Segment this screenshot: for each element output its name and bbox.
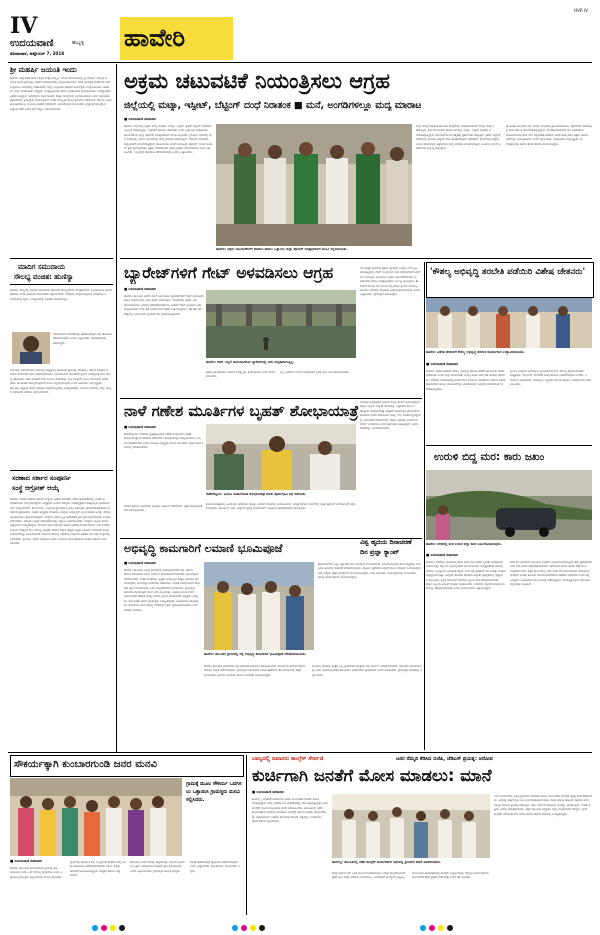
edition-suffix: ಹುಬ್ಬಳ್ಳಿ: [72, 40, 85, 46]
skill-body-col2: ಸ್ವಯಂ ಉದ್ಯೋಗ ಕೈಗೊಳ್ಳಲು ಬ್ಯಾಂಕುಗಳಿಂದ ಸಾಲ ಸೌಲಭ್ಯ ಕಲ್ಪಿಸಲಾಗುವುದು. ಕಂಪ್ಯೂಟರ್, ಟೈಲರಿಂಗ್ ಸೇರಿದಂತೆ ವಿವಿಧ ತರಬೇತಿ ನೀಡಲಾಗುವುದು ಎಂದರು. ಇಲಾಖೆಯ ಅಧಿಕಾರಿಗಳು, ಸಂಪನ್ಮೂಲ ವ್ಯಕ್ತಿಗಳು ಪಾಲ್ಗೊಂಡಿದ್ದರು. ಶಿಬಿರಾರ್ಥಿಗಳು ಭಾಗವಹಿಸಿದ್ದರು.: [510, 369, 591, 387]
tree-caption: ಹಾವೇರಿ: ನಗರದಲ್ಲಿ ಮರ ಉರುಳಿ ಬಿದ್ದು ಕಾರು ಜಖಂಗೊಂಡಿರುವುದು.: [426, 542, 502, 546]
bhoomi-headline: ಅಭಿವೃದ್ಧಿ ಕಾಮಗಾರಿಗೆ ಲಮಾಣಿ ಭೂಮಿಪೂಜೆ: [124, 542, 283, 555]
left-story1-title: ಶ್ರೀ ಮಹರ್ಷಿ ಜಯಂತಿ ಇಂದು: [10, 66, 77, 74]
lead-subhead: ಜಿಲ್ಲೆಯಲ್ಲಿ ಮಟ್ಕಾ, ಇಸ್ಪೀಟ್, ಬೆಟ್ಟಿಂಗ್ ದಂಧೆ ನಿರಾತಂಕ ■ ಮನೆ, ಅಂಗಡಿಗಳಲ್ಲೂ ಮದ್ಯ ಮಾರಾಟ: [124, 100, 422, 111]
skill-headline: 'ಕೌಶಲ್ಯ ಅಭಿವೃದ್ಧಿ ತರಬೇತಿ ಪಡೆಯಿರಿ ವಿಶೇಷ ಚೇತನರು': [430, 267, 586, 277]
sowkarya-body-col4: ಬೇಡಿಕೆ ಈಡೇರದಿದ್ದರೆ ಪ್ರತಿಭಟನೆ ನಡೆಸಲಾಗುವುದು ಎಂದು ಎಚ್ಚರಿಸಿದರು. ಮಹಿಳೆಯರು, ಮುಖಂಡರು ಇದ್ದರು.: [190, 860, 240, 873]
ganesha-body-col0: ನಗರದ ಪ್ರಮುಖ ಬೀದಿಗಳಲ್ಲಿ ಸಂಚರಿಸಿ ವಿಸರ್ಜನೆ ನಡೆಯಲಿದೆ. ಭಕ್ತರು ಶಾಂತಿಯುತವಾಗಿ ಪಾಲ್ಗೊಳ್ಳಬೇಕು.: [124, 504, 203, 513]
barrage-body-col2: ರೈತರ ಹಿತ ಕಾಪಾಡಲು ಸರ್ಕಾರ ಅಗತ್ಯ ಕ್ರಮ ಕೈಗೊಳ್ಳಬೇಕು ಎಂದು ಮನವಿ ಮಾಡಿದರು.: [206, 370, 276, 379]
tree-top-rule: [426, 445, 592, 446]
masthead-rule: [8, 62, 592, 63]
skill-byline: ■ ಉದಯವಾಣಿ ಸಮಾಚಾರ: [426, 362, 458, 366]
mid-right-separator: [424, 262, 425, 750]
debt-byline: ■ ಉದಯವಾಣಿ ಸಮಾಚಾರ: [252, 790, 284, 794]
lead-body-col4: ಈ ಕುರಿತು ಹಲವಾರು ಬಾರಿ ದೂರು ನೀಡಿದರೂ ಪ್ರಯೋಜನವಾಗಿಲ್ಲ. ಪೊಲೀಸರು ನೆಪಮಾತ್ರಕ್ಕೆ ದಾಳಿ ನಡೆಸಿ ಕೈ ತೊಳೆದುಕೊಳ್ಳುತ್ತಿದ್ದಾರೆ. ದಂಧೆಕೋರರೊಂದಿಗೆ ಕೆಲ ಅಧಿಕಾರಿಗಳು ಶಾಮೀಲಾಗಿರುವ ಶಂಕೆ ಇದೆ. ಜಿಲ್ಲಾಡಳಿತ ಕೂಡಲೇ ವಿಶೇಷ ತಂಡ ರಚಿಸಿ ಅಕ್ರಮ ಚಟುವಟಿಕೆಗಳನ್ನು ನಿಯಂತ್ರಿಸಬೇಕು ಎಂದು ಆಗ್ರಹಿಸಿದರು. ಸಂಘಟನೆಯ ಜಿಲ್ಲಾಧ್ಯಕ್ಷರು, ಪದಾಧಿಕಾರಿಗಳು ಹಾಗೂ ಕಾರ್ಯಕರ್ತರು ಪಾಲ್ಗೊಂಡಿದ್ದರು.: [506, 124, 592, 146]
tree-byline: ■ ಉದಯವಾಣಿ ಸಮಾಚಾರ: [426, 553, 458, 557]
portrait-photo: [12, 332, 50, 364]
left-story3-title-line2: ಸಂಸ್ಥೆ ಆಗ್ರೋತ್ ಆಯ್ಕೆ: [12, 484, 60, 492]
bhoomi-body-col4: ಮುಂದಿನ ದಿನಗಳಲ್ಲಿ ಕ್ಷೇತ್ರದ ಎಲ್ಲ ಗ್ರಾಮಗಳಿಗೆ ಕಾಂಕ್ರೀಟ್ ರಸ್ತೆ ನಿರ್ಮಾಣ ಮಾಡಲಾಗುವುದು. ಸರ್ಕಾರದ ಯೋಜನೆಗಳನ್ನು ಅರ್ಹ ಫಲಾನುಭವಿಗಳಿಗೆ ತಲುಪಿಸಲು ಅಧಿಕಾರಿಗಳು ಶ್ರಮಿಸಬೇಕು ಎಂದು ಸೂಚಿಸಿದರು. ಗ್ರಾಮಸ್ಥರು ಶಾಸಕರನ್ನು ಸನ್ಮಾನಿಸಿದರು.: [312, 664, 422, 677]
barrage-body-col1: ಹಾವೇರಿ: ತಾಲೂಕಿನ ವರದಾ ನದಿಗೆ ನಿರ್ಮಿಸಿರುವ ಬ್ಯಾರೇಜ್‌ಗಳಿಗೆ ಗೇಟ್ ಅಳವಡಿಸದ ಕಾರಣ ಮಳೆಗಾಲದಲ್ಲಿ ನೀರು ಹರಿದು ಹೋಗುತ್ತಿದೆ. ಬೇಸಿಗೆಯಲ್ಲಿ ರೈತರು, ಜನ ಜಾನುವಾರುಗಳು ನೀರಿಗಾಗಿ ಪರದಾಡುವಂತಾಗಿದೆ. ಕೂಡಲೇ ಗೇಟ್ ಅಳವಡಿಸಿ ನೀರು ಸಂಗ್ರಹಿಸಬೇಕು ಎಂದು ರೈತ ಸಂಘದ ಮುಖಂಡರು ಒತ್ತಾಯಿಸಿದ್ದಾರೆ. ಲಕ್ಷಾಂತರ ರೂ. ವೆಚ್ಚದಲ್ಲಿ ನಿರ್ಮಿಸಿರುವ ಬ್ಯಾರೇಜ್‌ಗಳು ನಿರುಪಯುಕ್ತವಾಗಿವೆ.: [124, 294, 204, 316]
paper-name: ಉದಯವಾಣಿ: [10, 38, 54, 49]
lead-headline: ಅಕ್ರಮ ಚಟುವಟಿಕೆ ನಿಯಂತ್ರಿಸಲು ಆಗ್ರಹ: [124, 69, 390, 93]
left-story2-title-line2: ಸೌಲಭ್ಯ ವಂಚಿತ: ಹುಣಿಸ್ಯಾ: [14, 273, 74, 281]
heart-headline-line1: ವಿಶ್ವ ಹೃದಯ ದಿನಾಚರಣೆ: [360, 538, 412, 546]
page-number: IV: [10, 13, 38, 39]
bhoomi-byline: ■ ಉದಯವಾಣಿ ಸಮಾಚಾರ: [124, 561, 156, 565]
left-story2-body-a: ಹಾವೇರಿ: ರಾಜ್ಯದಲ್ಲಿ ಮಾದಿಗ ಸಮುದಾಯ ಸರ್ಕಾರದ ಸೌಲಭ್ಯಗಳಿಂದ ವಂಚಿತವಾಗಿದೆ. ಒಳಮೀಸಲಾತಿ ಜಾರಿಗೆ ತರಬೇಕು ಎಂದು ಸಮಿತಿಯ ಮುಖಂಡರು ಒತ್ತಾಯಿಸಿದರು. ನಗರದಲ್ಲಿ ಸುದ್ದಿಗೋಷ್ಠಿಯಲ್ಲಿ ಮಾತನಾಡಿ ಸಮುದಾಯಕ್ಕೆ ಶಿಕ್ಷಣ, ಉದ್ಯೋಗದಲ್ಲಿ ಅವಕಾಶ ದೊರೆಯುತ್ತಿಲ್ಲ.: [10, 288, 112, 301]
tree-photo: [426, 470, 592, 540]
skill-photo: [426, 298, 592, 348]
tree-body-col2: ಕಳೆದ ಕೆಲ ದಿನಗಳಿಂದ ಜಿಲ್ಲೆಯಲ್ಲಿ ಗುಡುಗು ಸಹಿತ ಮಳೆಯಾಗುತ್ತಿದೆ. ತಗ್ಗು ಪ್ರದೇಶಗಳಿಗೆ ನೀರು ನುಗ್ಗಿ ಜನರು ಪರದಾಡುವಂತಾಗಿದೆ. ಚರಂಡಿಗಳು ತುಂಬಿ ಹರಿದು ರಸ್ತೆಗಳು ಜಲಾವೃತಗೊಂಡಿವೆ. ರೈತರ ಹೊಲಗಳಲ್ಲಿ ನೀರು ನಿಂತು ಬೆಳೆ ಹಾನಿಯಾಗಿದೆ. ಮಳೆಯಿಂದ ಮನೆಗಳು ಭಾಗಶಃ ಕುಸಿದಿವೆ. ಹಾನಿಗೊಳಗಾದವರಿಗೆ ಪರಿಹಾರ ನೀಡಬೇಕು ಎಂದು ಆಗ್ರಹಿಸಿದ್ದಾರೆ. ಅಧಿಕಾರಿಗಳು ಹಾನಿ ಸಮೀಕ್ಷೆ ನಡೆಸುತ್ತಿದ್ದಾರೆ. ಮುನ್ನೆಚ್ಚರಿಕೆ ಕ್ರಮ ಕೈಗೊಳ್ಳಲು ಜಿಲ್ಲಾಡಳಿತ ಸೂಚಿಸಿದೆ.: [510, 560, 592, 587]
bhoomi-body-col3: ಹಾವೇರಿ ತಾಲೂಕಿನ ಗ್ರಾಮಗಳಲ್ಲಿ ರಸ್ತೆ ಸುಧಾರಣೆ ಕಾಮಗಾರಿ ಆರಂಭಿಸಲಾಗಿದೆ. ಮಳೆಯಿಂದ ಹಾಳಾದ ರಸ್ತೆಗಳ ದುರಸ್ತಿಗೆ ಆದ್ಯತೆ ನೀಡಲಾಗುವುದು. ಗ್ರಾಮಸ್ಥರ ಬಹುದಿನಗಳ ಬೇಡಿಕೆ ಈಡೇರಿದೆ. ಈ ಸಂದರ್ಭದಲ್ಲಿ ಪಕ್ಷದ ಮುಖಂಡರು, ಗ್ರಾಮದ ಹಿರಿಯರು ಹಾಗೂ ಯುವಕರು ಭಾಗವಹಿಸಿದ್ದರು.: [204, 664, 306, 677]
debt-body-col4: ಇದೇ ಸಂದರ್ಭದಲ್ಲಿ ವಿವಿಧ ಗ್ರಾಮಗಳ ಯುವಕರು ಹಾಗೂ ಮುಖಂಡರು ಕಾಂಗ್ರೆಸ್ ಪಕ್ಷಕ್ಕೆ ಸೇರ್ಪಡೆಗೊಂಡರು. ಅವರನ್ನು ಪಕ್ಷದ ಧ್ವಜ ನೀಡಿ ಬರಮಾಡಿಕೊಳ್ಳಲಾಯಿತು. ಬಿಜೆಪಿ ಹಾಗೂ ಜೆಡಿಎಸ್ ಪಕ್ಷಗಳು ಜನರ ನೆಮ್ಮದಿ ಕೆಡಿಸುವ ಪ್ರಯತ್ನ ನಡೆಸುತ್ತಿವೆ. ಜಾತಿ, ಧರ್ಮದ ಹೆಸರಿನಲ್ಲಿ ಜನರನ್ನು ವಿಭಜಿಸುತ್ತಿವೆ. ಇಂತಹ ಶಕ್ತಿಗಳ ವಿರುದ್ಧ ಜಾಗೃತರಾಗಬೇಕು. ಪಕ್ಷದ ತಾಲೂಕು ಅಧ್ಯಕ್ಷರು, ಜಿಲ್ಲಾ ಪಂಚಾಯತ್ ಸದಸ್ಯರು, ಬ್ಲಾಕ್ ಕಾಂಗ್ರೆಸ್ ಪದಾಧಿಕಾರಿಗಳು ಹಾಗೂ ಕಾರ್ಯಕರ್ತರು ಸಭೆಯಲ್ಲಿ ಉಪಸ್ಥಿತರಿದ್ದರು.: [494, 794, 592, 816]
left-story1-body: ಹಾವೇರಿ: ಜಿಲ್ಲಾಡಳಿತ ಹಾಗೂ ಕನ್ನಡ ಮತ್ತು ಸಂಸ್ಕೃತಿ ಇಲಾಖೆ ಸಹಯೋಗದಲ್ಲಿ ಶ್ರೀ ಮಹರ್ಷಿ ವಾಲ್ಮೀಕಿ ಜಯಂತಿ ಕಾರ್ಯಕ್ರಮವನ್ನು ನಗರದ ಗುರುಭವನದಲ್ಲಿ ಆಯೋಜಿಸಲಾಗಿದೆ. ಬೆಳಗ್ಗೆ ಭಾವಚಿತ್ರ ಮೆರವಣಿಗೆ ನಗರದ ಪ್ರಮುಖ ಬೀದಿಗಳಲ್ಲಿ ಸಂಚರಿಸಲಿದೆ. ಜಿಲ್ಲಾ ಉಸ್ತುವಾರಿ ಸಚಿವರು ಕಾರ್ಯಕ್ರಮ ಉದ್ಘಾಟಿಸುವರು. ಶಾಸಕರು, ಜಿಲ್ಲಾ ಪಂಚಾಯತ್ ಅಧ್ಯಕ್ಷರು, ಜನಪ್ರತಿನಿಧಿಗಳು ಹಾಗೂ ಅಧಿಕಾರಿಗಳು ಪಾಲ್ಗೊಳ್ಳುವರು. ಉಪನ್ಯಾಸಕರು ವಿಶೇಷ ಉಪನ್ಯಾಸ ನೀಡಲಿದ್ದಾರೆ. ಸಾರ್ವಜನಿಕರು ಹೆಚ್ಚಿನ ಸಂಖ್ಯೆಯಲ್ಲಿ ಭಾಗವಹಿಸಬೇಕು ಎಂದು ಜಿಲ್ಲಾಧಿಕಾರಿ ಪ್ರಕಟಣೆಯಲ್ಲಿ ತಿಳಿಸಿದ್ದಾರೆ. ಕಾರ್ಯಕ್ರಮದ ನಂತರ ಸಾಂಸ್ಕೃತಿಕ ಕಾರ್ಯಕ್ರಮಗಳು ನಡೆಯಲಿವೆ. ಜಿಲ್ಲೆಯ ವಿವಿಧ ತಾಲೂಕುಗಳಲ್ಲೂ ಜಯಂತಿ ಆಚರಣೆ ನಡೆಯಲಿದೆ. ಸಮುದಾಯದ ಮುಖಂಡರು ಸಿದ್ಧತೆ ಕೈಗೊಂಡಿದ್ದಾರೆ. ವಿದ್ಯಾರ್ಥಿಗಳಿಗೆ ವಿವಿಧ ಸ್ಪರ್ಧೆಗಳನ್ನು ಏರ್ಪಡಿಸಲಾಗಿದೆ.: [10, 76, 112, 111]
left-story3-title-line1: ಸರಣಾದ ಸರ್ಕಾರ ಸಂಪೂರ್ಣ: [12, 474, 72, 482]
lead-photo: [216, 124, 412, 246]
bottom-section-rule: [8, 752, 592, 753]
debt-body-col1: ಹಾನಗಲ್ಲ: ಅಧಿಕಾರದ ಕುರ್ಚಿಗಾಗಿ ಬಿಜೆಪಿ ಮುಖಂಡರು ಜನತೆಗೆ ಮೋಸ ಮಾಡುತ್ತಿದ್ದಾರೆ. ಸುಳ್ಳು ಭರವಸೆ ನೀಡಿ ಮತದಾರರನ್ನು ದಾರಿ ತಪ್ಪಿಸುತ್ತಿದ್ದಾರೆ ಎಂದು ಕಾಂಗ್ರೆಸ್ ಮುಖಂಡ ಶ್ರೀನಿವಾಸ ಮಾನೆ ಆರೋಪಿಸಿದರು. ತಾಲೂಕಿನಲ್ಲಿ ನಡೆದ ಕಾರ್ಯಕರ್ತರ ಸಭೆಯಲ್ಲಿ ಮಾತನಾಡಿ, ಕಾಂಗ್ರೆಸ್ ಸರ್ಕಾರ ಜನಪರ ಯೋಜನೆಗಳನ್ನು ಜಾರಿಗೊಳಿಸಿದೆ. ಬಡವರ ಪರ ಕೆಲಸ ಮಾಡಿದೆ. ಪಕ್ಷವನ್ನು ಬಲಪಡಿಸಲು ಕಾರ್ಯಕರ್ತರು ಶ್ರಮಿಸಬೇಕು.: [252, 797, 328, 824]
bhoomi-caption: ಹಾವೇರಿ: ತಾಲೂಕಿನ ಗ್ರಾಮದಲ್ಲಿ ರಸ್ತೆ ಅಭಿವೃದ್ಧಿ ಕಾಮಗಾರಿಗೆ ಭೂಮಿಪೂಜೆ ನೆರವೇರಿಸಲಾಯಿತು.: [204, 652, 307, 656]
barrage-body-col4: ನದಿ ಪಾತ್ರದ ಗ್ರಾಮಗಳ ರೈತರು ಬ್ಯಾರೇಜ್ ನೀರನ್ನೇ ನಂಬಿ ಕೃಷಿ ಮಾಡುತ್ತಿದ್ದಾರೆ. ಗೇಟ್ ಇಲ್ಲದ್ದರಿಂದ ನೀರು ಸಂಗ್ರಹವಾಗದೆ ಬೆಳೆಗಳು ಒಣಗುತ್ತಿವೆ. ಕುಡಿಯುವ ನೀರಿಗೂ ತೊಂದರೆಯಾಗಿದೆ. ಅಧಿಕಾರಿಗಳು ಹಾಗೂ ಜನಪ್ರತಿನಿಧಿಗಳು ನಿರ್ಲಕ್ಷ್ಯ ವಹಿಸಿದ್ದಾರೆ. ಈಗಾಗಲೇ ಹಲವು ಬಾರಿ ಮನವಿ ಸಲ್ಲಿಸಿದರೂ ಸ್ಪಂದನೆ ದೊರೆತಿಲ್ಲ. ಮುಂದಿನ ದಿನಗಳಲ್ಲಿ ಹೋರಾಟ ತೀವ್ರಗೊಳಿಸಲಾಗುವುದು ಎಂದು ಎಚ್ಚರಿಸಿದರು. ಗ್ರಾಮಸ್ಥರು ಹಾಜರಿದ್ದರು.: [360, 266, 421, 297]
ganesha-photo: [206, 424, 356, 490]
registration-marks-right: [420, 916, 456, 935]
date-line: ಸೋಮವಾರ, ಅಕ್ಟೋಬರ್ 7, 2018: [10, 51, 65, 56]
tree-body-col1: ಹಾವೇರಿ: ನಗರದಲ್ಲಿ ಭಾನುವಾರ ಸುರಿದ ಭಾರೀ ಗಾಳಿ ಮಳೆಗೆ ಬೃಹತ್ ಮರವೊಂದು ಉರುಳಿ ಬಿದ್ದು ರಸ್ತೆ ಬದಿ ನಿಲ್ಲಿಸಿದ್ದ ಕಾರು ಜಖಂಗೊಂಡಿದೆ. ಅದೃಷ್ಟವಶಾತ್ ಕಾರಿನಲ್ಲಿ ಯಾರೂ ಇಲ್ಲದ್ದರಿಂದ ಅನಾಹುತ ತಪ್ಪಿದೆ. ಮರ ಬಿದ್ದ ಪರಿಣಾಮ ಕೆಲ ಹೊತ್ತು ಸಂಚಾರ ಅಸ್ತವ್ಯಸ್ತಗೊಂಡಿತ್ತು. ವಿದ್ಯುತ್ ತಂತಿಗಳು ತುಂಡಾಗಿ ವಿದ್ಯುತ್ ಪೂರೈಕೆಯಲ್ಲಿ ವ್ಯತ್ಯಯ ಉಂಟಾಯಿತು. ಸ್ಥಳಕ್ಕೆ ಆಗಮಿಸಿದ ನಗರಸಭೆ ಸಿಬ್ಬಂದಿ ಮರ ತೆರವುಗೊಳಿಸಿದರು. ಹೆಸ್ಕಾಂ ಸಿಬ್ಬಂದಿ ವಿದ್ಯುತ್ ಸಂಪರ್ಕ ಸರಿಪಡಿಸಿದರು. ನಗರದಲ್ಲಿ ಶಿಥಿಲಗೊಂಡಿರುವ ಮರಗಳನ್ನು ತೆರವುಗೊಳಿಸಬೇಕು ಎಂದು ಸಾರ್ವಜನಿಕರು ಒತ್ತಾಯಿಸಿದ್ದಾರೆ.: [426, 560, 506, 591]
sowkarya-body-col1: ಹಾವೇರಿ: ತಾಲೂಕಿನ ಕುಂಬಾರಗುಂಡಿ ಗ್ರಾಮಕ್ಕೆ ರಸ್ತೆ, ಕುಡಿಯುವ ನೀರು, ಬಸ್ ಸೌಲಭ್ಯ ಕಲ್ಪಿಸಬೇಕು ಎಂದು ಒತ್ತಾಯಿಸಿ ಗ್ರಾಮಸ್ಥರು ಜಿಲ್ಲಾಧಿಕಾರಿಗೆ ಮನವಿ ಸಲ್ಲಿಸಿದರು.: [10, 866, 63, 879]
barrage-body-col3: ಸಣ್ಣ ನೀರಾವರಿ ಇಲಾಖೆ ಅಧಿಕಾರಿಗಳು ಸ್ಥಳಕ್ಕೆ ಭೇಟಿ ನೀಡಿ ಪರಿಶೀಲಿಸಬೇಕು.: [280, 370, 350, 374]
left-story3-body: ಹಾವೇರಿ: ನಗರದ ಸರಣಾದ ಸರ್ಕಾರ ಸಂಸ್ಥೆಯ ಆಡಳಿತ ಮಂಡಳಿಗೆ ನಡೆದ ಚುನಾವಣೆಯಲ್ಲಿ ನೂತನ ಪದಾಧಿಕಾರಿಗಳು ಆಯ್ಕೆಯಾಗಿದ್ದಾರೆ. ಅಧ್ಯಕ್ಷರಾಗಿ ಹಿರಿಯ ಸದಸ್ಯರು, ಉಪಾಧ್ಯಕ್ಷರಾಗಿ ಮತ್ತೊಬ್ಬರು ಅವಿರೋಧವಾಗಿ ಆಯ್ಕೆಯಾದರು. ಕಾರ್ಯದರ್ಶಿ, ಖಜಾಂಚಿ ಸ್ಥಾನಗಳಿಗೂ ಆಯ್ಕೆ ನಡೆಯಿತು. ಚುನಾವಣಾಧಿಕಾರಿಗಳು ಫಲಿತಾಂಶ ಪ್ರಕಟಿಸಿದರು. ನೂತನ ಅಧ್ಯಕ್ಷರು ಮಾತನಾಡಿ ಸಂಸ್ಥೆಯ ಅಭಿವೃದ್ಧಿಗೆ ಎಲ್ಲರ ಸಹಕಾರ ಅಗತ್ಯ. ಸದಸ್ಯರ ಹಿತ ಕಾಪಾಡಲು ಶ್ರಮಿಸಲಾಗುವುದು. ಸಂಸ್ಥೆಯ ಆರ್ಥಿಕ ಸ್ಥಿತಿ ಸುಧಾರಣೆಗೆ ಕ್ರಮ ಕೈಗೊಳ್ಳಲಾಗುವುದು ಎಂದರು. ನಿರ್ದೇಶಕರು, ಸದಸ್ಯರು ನೂತನ ಪದಾಧಿಕಾರಿಗಳನ್ನು ಸನ್ಮಾನಿಸಿ ಅಭಿನಂದಿಸಿದರು. ಸಂಸ್ಥೆಯ ಸಿಬ್ಬಂದಿ ಹಾಗೂ ಹಿತೈಷಿಗಳು ಉಪಸ್ಥಿತರಿದ್ದರು. ಮುಂದಿನ ಐದು ವರ್ಷಗಳ ಅವಧಿಗೆ ಆಡಳಿತ ಮಂಡಳಿ ಕಾರ್ಯ ನಿರ್ವಹಿಸಲಿದೆ. ಸಂಸ್ಥೆಯ ಸದಸ್ಯರಿಗೆ ಸಾಲ ಸೌಲಭ್ಯ ವಿಸ್ತರಣೆ, ಠೇವಣಿ ಸಂಗ್ರಹ ಹೆಚ್ಚಳ, ಕಟ್ಟಡ ನವೀಕರಣ ಸೇರಿದಂತೆ ಹಲವು ಯೋಜನೆಗಳನ್ನು ರೂಪಿಸಲಾಗಿದೆ. ವಾರ್ಷಿಕ ಸಾಮಾನ್ಯ ಸಭೆಯಲ್ಲಿ ಲಾಭಾಂಶ ವಿತರಣೆ ಬಗ್ಗೆ ನಿರ್ಧಾರ ಕೈಗೊಳ್ಳಲಾಗುವುದು. ಗ್ರಾಮೀಣ ಭಾಗದ ಸದಸ್ಯರಿಗೂ ಸೇವೆ ಒದಗಿಸಲು ಶಾಖೆ ತೆರೆಯುವ ಚಿಂತನೆ ನಡೆದಿದೆ ಎಂದು ತಿಳಿಸಿದರು.: [10, 497, 112, 546]
sowkarya-body-col2: ಗ್ರಾಮದಲ್ಲಿ ಸಮರ್ಪಕ ರಸ್ತೆ ಇಲ್ಲದ್ದರಿಂದ ಮಳೆಗಾಲದಲ್ಲಿ ಜನರು ಸಂಚರಿಸಲು ಪರದಾಡುವಂತಾಗಿದೆ. ಶಾಲಾ ಮಕ್ಕಳು ತೊಂದರೆ ಅನುಭವಿಸುತ್ತಿದ್ದಾರೆ. ಆಸ್ಪತ್ರೆಗೆ ತೆರಳಲು ಕಷ್ಟವಾಗಿದೆ.: [70, 860, 126, 878]
barrage-headline: ಬ್ಯಾರೇಜ್‌ಗಳಿಗೆ ಗೇಟ್ ಅಳವಡಿಸಲು ಆಗ್ರಹ: [124, 264, 334, 282]
registration-marks-center: [232, 916, 268, 935]
lead-byline: ■ ಉದಯವಾಣಿ ಸಮಾಚಾರ: [124, 117, 156, 121]
district-name: ಹಾವೇರಿ: [124, 24, 186, 52]
left-story2-body-c: ಜಿಲ್ಲೆಯಲ್ಲಿ ಸಮುದಾಯದ ಜನಸಂಖ್ಯೆ ಹೆಚ್ಚಿದ್ದರೂ ರಾಜಕೀಯ ಪ್ರಾತಿನಿಧ್ಯ ದೊರೆತಿಲ್ಲ. ಸರ್ಕಾರ ಕೂಡಲೇ ಸದಾಶಿವ ಆಯೋಗದ ವರದಿ ಜಾರಿಗೊಳಿಸಬೇಕು. ಸಮುದಾಯದ ಯುವಕರಿಗೆ ಸ್ವಯಂ ಉದ್ಯೋಗಕ್ಕೆ ಸಾಲ ಸೌಲಭ್ಯ ಕಲ್ಪಿಸಬೇಕು. ವಸತಿ ರಹಿತರಿಗೆ ಮನೆ ನಿರ್ಮಿಸಿ ಕೊಡಬೇಕು. ಭೂ ರಹಿತರಿಗೆ ಭೂಮಿ ಮಂಜೂರು ಮಾಡಬೇಕು. ಈ ಕುರಿತು ಮುಖ್ಯಮಂತ್ರಿಗಳಿಗೆ ಮನವಿ ಸಲ್ಲಿಸಲಾಗುವುದು ಎಂದು ತಿಳಿಸಿದರು. ಜಿಲ್ಲಾಧ್ಯಕ್ಷರು, ತಾಲೂಕು ಅಧ್ಯಕ್ಷರು ಹಾಗೂ ಸದಸ್ಯರು ಸುದ್ದಿಗೋಷ್ಠಿಯಲ್ಲಿ ಉಪಸ್ಥಿತರಿದ್ದರು. ಮುಂದಿನ ದಿನಗಳಲ್ಲಿ ಜಿಲ್ಲಾ ಮಟ್ಟದ ಸಮಾವೇಶ ನಡೆಸಲು ನಿರ್ಧರಿಸಲಾಗಿದೆ.: [10, 368, 112, 395]
bottom-column-separator: [246, 755, 247, 915]
lead-caption: ಹಾವೇರಿ: ಅಕ್ರಮ ಚಟುವಟಿಕೆಗಳಿಗೆ ಕಡಿವಾಣ ಹಾಕಲು ಒತ್ತಾಯಿಸಿ ಜಿಲ್ಲಾ ಪೊಲೀಸ್ ವರಿಷ್ಠಾಧಿಕಾರಿಗೆ ಮನವಿ ಸಲ್ಲಿಸಲಾಯಿತು.: [216, 247, 348, 251]
bhoomi-body-col1: ಹಾವೇರಿ: ತಾಲೂಕಿನ ವಿವಿಧ ಗ್ರಾಮಗಳಲ್ಲಿ ಕೈಗೊಳ್ಳಲಾಗಿರುವ ರಸ್ತೆ, ಚರಂಡಿ ಹಾಗೂ ಸಮುದಾಯ ಭವನ ನಿರ್ಮಾಣ ಕಾಮಗಾರಿಗಳಿಗೆ ಶಾಸಕರು ಭೂಮಿಪೂಜೆ ನೆರವೇರಿಸಿದರು. ನಂತರ ಮಾತನಾಡಿ, ಕ್ಷೇತ್ರದ ಅಭಿವೃದ್ಧಿಗೆ ಹೆಚ್ಚಿನ ಅನುದಾನ ತರಲಾಗುವುದು. ಗುಣಮಟ್ಟದ ಕಾಮಗಾರಿ ನಡೆಸಬೇಕು. ನಿಗದಿತ ಅವಧಿಯೊಳಗೆ ಕಾಮಗಾರಿ ಪೂರ್ಣಗೊಳಿಸಬೇಕು ಎಂದು ಗುತ್ತಿಗೆದಾರರಿಗೆ ಸೂಚಿಸಿದರು. ಗ್ರಾಮಸ್ಥರು ಕಾಮಗಾರಿ ಗುಣಮಟ್ಟದ ಮೇಲೆ ನಿಗಾ ವಹಿಸಬೇಕು. ಅಭಿವೃದ್ಧಿ ಕಾರ್ಯಗಳಿಗೆ ಸಾರ್ವಜನಿಕರ ಸಹಕಾರ ಅಗತ್ಯ ಎಂದರು. ಗ್ರಾಮ ಪಂಚಾಯತ್ ಅಧ್ಯಕ್ಷರು, ಸದಸ್ಯರು, ಮುಖಂಡರು ಹಾಗೂ ಗ್ರಾಮಸ್ಥರು ಉಪಸ್ಥಿತರಿದ್ದರು. ಅಧಿಕಾರಿಗಳು ಹಾಜರಿದ್ದರು. ಕುಡಿಯುವ ನೀರಿನ ಸಮಸ್ಯೆ ಬಗೆಹರಿಸಲು ಕ್ರಮ ಕೈಗೊಳ್ಳಲಾಗುವುದು ಎಂದು ಭರವಸೆ ನೀಡಿದರು.: [124, 568, 200, 612]
left-column-separator: [116, 64, 117, 752]
ganesha-caption: ರಾಣೆಬೆನ್ನೂರು: ಹಿಂದೂ ಮಹಾಗಣಪತಿ ಶೋಭಾಯಾತ್ರೆ ಕುರಿತು ಪೂರ್ವಭಾವಿ ಸಭೆ ನಡೆಯಿತು.: [206, 492, 307, 496]
skill-caption: ಹಾವೇರಿ: ವಿಶೇಷ ಚೇತನರಿಗೆ ಕೌಶಲ್ಯ ಅಭಿವೃದ್ಧಿ ತರಬೇತಿ ಕಾರ್ಯಾಗಾರ ಉದ್ಘಾಟಿಸಲಾಯಿತು.: [426, 350, 525, 354]
lead-bottom-rule: [120, 258, 592, 259]
ganesha-body-col1: ರಾಣೆಬೆನ್ನೂರು: ನಗರದಲ್ಲಿ ಪ್ರತಿಷ್ಠಾಪಿಸಿರುವ ಗಣೇಶ ಮೂರ್ತಿಗಳ ಬೃಹತ್ ಶೋಭಾಯಾತ್ರೆ ಮಂಗಳವಾರ ನಡೆಯಲಿದೆ. ಶೋಭಾಯಾತ್ರೆ ಯಶಸ್ವಿಗೊಳಿಸಲು ಎಲ್ಲರೂ ಸಹಕರಿಸಬೇಕು ಎಂದು ಸಮಿತಿಯ ಅಧ್ಯಕ್ಷರು ಮನವಿ ಮಾಡಿದರು. ಪೂರ್ವಭಾವಿ ಸಭೆಯಲ್ಲಿ ಮಾತನಾಡಿದರು.: [124, 432, 204, 450]
debt-photo: [332, 794, 490, 858]
ganesha-byline: ■ ಉದಯವಾಣಿ ಸಮಾಚಾರ: [124, 425, 156, 429]
registration-marks-left: [92, 916, 128, 935]
debt-kicker-left: ಬಾಲ್ಯದಲ್ಲಿ ಜವಾನರು ಕಾಂಗ್ರೆಸ್ ಸೇರ್ಪಡೆ: [252, 756, 324, 762]
tree-headline: ಉರುಳಿ ಬಿದ್ದ ಮರ: ಕಾರು ಜಖಂ: [434, 451, 545, 463]
corner-code: HVR IV: [574, 8, 588, 13]
ganesha-headline: ನಾಳೆ ಗಣೇಶ ಮೂರ್ತಿಗಳ ಬೃಹತ್ ಶೋಭಾಯಾತ್ರೆ: [124, 402, 359, 420]
sowkarya-pullquote: ಗ್ರಾಮಕ್ಕೆ ಮೂಲ ಸೌಕರ್ಯ ಒದಗಿಸಲು ಒತ್ತಾಯಿಸಿ ಗ್ರಾಮಸ್ಥರು ಮನವಿ ಸಲ್ಲಿಸಿದರು.: [186, 781, 242, 803]
ganesha-body-col3: ನಗರಸಭೆ ಅಧಿಕಾರಿಗಳು ರಸ್ತೆಗಳ ದುರಸ್ತಿ ಕಾರ್ಯ ಕೈಗೊಂಡಿದ್ದಾರೆ. ಹೆಸ್ಕಾಂ ಸಿಬ್ಬಂದಿ ವಿದ್ಯುತ್ ತಂತಿಗಳನ್ನು ಎತ್ತರಿಸುವ ಕೆಲಸ ನಡೆಸಿದ್ದಾರೆ. ಶೋಭಾಯಾತ್ರೆ ವೀಕ್ಷಣೆಗೆ ಸುತ್ತಮುತ್ತಲ ಗ್ರಾಮಗಳಿಂದ ಸಾವಿರಾರು ಜನರು ಆಗಮಿಸುವ ನಿರೀಕ್ಷೆ ಇದೆ. ಸಂಚಾರ ವ್ಯವಸ್ಥೆಯಲ್ಲಿ ಬದಲಾವಣೆ ಮಾಡಲಾಗಿದೆ. ವಾಹನ ಸವಾರರು ಪರ್ಯಾಯ ಮಾರ್ಗ ಬಳಸಬೇಕು ಎಂದು ಪೊಲೀಸರು ಸೂಚಿಸಿದ್ದಾರೆ. ಸ್ವಯಂ ಸೇವಕರನ್ನು ನಿಯೋಜಿಸಲಾಗಿದೆ.: [360, 400, 421, 431]
sowkarya-headline: ಸೌಕರ್ಯಕ್ಕಾಗಿ ಕುಂಬಾರಗುಂಡಿ ಜನರ ಮನವಿ: [14, 759, 158, 770]
lead-body-col3: ಜಿಲ್ಲಾ ಕೇಂದ್ರ ಸೇರಿದಂತೆ ತಾಲೂಕು ಕೇಂದ್ರಗಳಲ್ಲಿ ರಾಜಾರೋಷವಾಗಿ ಮಟ್ಕಾ ದಂಧೆ ನಡೆಯುತ್ತಿದೆ. ಕೂಲಿ ಕಾರ್ಮಿಕರು ದುಡಿದ ಹಣವನ್ನು ಮಟ್ಕಾ, ಇಸ್ಪೀಟ್ ಆಟದಲ್ಲಿ ಕಳೆದುಕೊಳ್ಳುತ್ತಿದ್ದಾರೆ. ಸಾಲಬಾಧೆಯಿಂದ ಆತ್ಮಹತ್ಯೆ ಪ್ರಕರಣಗಳು ಹೆಚ್ಚುತ್ತಿವೆ. ಕ್ರಿಕೆಟ್ ಬೆಟ್ಟಿಂಗ್ ದಂಧೆಯಲ್ಲಿ ಕಾಲೇಜು ವಿದ್ಯಾರ್ಥಿಗಳೂ ತೊಡಗಿರುವುದು ಆತಂಕಕಾರಿ. ಗ್ರಾಮಗಳಲ್ಲಿ ಹೆದ್ದಾರಿ ಬದಿಯ ಡಾಬಾಗಳಲ್ಲಿ ಅಕ್ರಮವಾಗಿ ಮದ್ಯ ಮಾರಾಟ ಮಾಡಲಾಗುತ್ತಿದೆ. ಅಬಕಾರಿ ಇಲಾಖೆ ಅಧಿಕಾರಿಗಳು ಕಣ್ಮುಚ್ಚಿ ಕುಳಿತಿದ್ದಾರೆ.: [416, 124, 501, 151]
barrage-byline: ■ ಉದಯವಾಣಿ ಸಮಾಚಾರ: [124, 287, 156, 291]
sowkarya-body-col3: ಕುಡಿಯುವ ನೀರಿನ ಸಮಸ್ಯೆ ತೀವ್ರವಾಗಿದ್ದು, ಕೊಳವೆ ಬಾವಿಗಳು ಬತ್ತಿವೆ. ಅಧಿಕಾರಿಗಳು ಕೂಡಲೇ ಕ್ರಮ ಕೈಗೊಳ್ಳಬೇಕು ಎಂದು ಒತ್ತಾಯಿಸಿದರು. ಗ್ರಾಮಸ್ಥರು ಪಾಲ್ಗೊಂಡಿದ್ದರು.: [130, 860, 185, 873]
debt-headline: ಕುರ್ಚಿಗಾಗಿ ಜನತೆಗೆ ಮೋಸ ಮಾಡಲು: ಮಾನೆ: [252, 766, 492, 785]
left-story2-body-b: ಸಮುದಾಯದ ಬೇಡಿಕೆಗಳನ್ನು ಈಡೇರಿಸದಿದ್ದರೆ ಉಗ್ರ ಹೋರಾಟ ನಡೆಸಲಾಗುವುದು ಎಂದು ಎಚ್ಚರಿಸಿದರು. ಪದಾಧಿಕಾರಿಗಳು ಹಾಜರಿದ್ದರು.: [53, 332, 112, 345]
ganesha-body-col2: ಶೋಭಾಯಾತ್ರೆಯಲ್ಲಿ ವಿವಿಧ ಕಲಾ ತಂಡಗಳು, ಡೊಳ್ಳು, ಜಾಂಜ್ ಮೇಳಗಳು ಭಾಗವಹಿಸಲಿವೆ. ಯಾತ್ರೆ ಸಾಗುವ ಮಾರ್ಗದಲ್ಲಿ ಸೂಕ್ತ ಪೊಲೀಸ್ ಬಂದೋಬಸ್ತ್ ಕಲ್ಪಿಸಲಾಗುವುದು. ಕುಡಿಯುವ ನೀರು, ವಿದ್ಯುತ್ ವ್ಯವಸ್ಥೆ ಮಾಡಲಾಗಿದೆ. ಸಮಿತಿಯ ಪದಾಧಿಕಾರಿಗಳು ಹಾಜರಿದ್ದರು.: [206, 502, 356, 511]
sowkarya-byline: ■ ಉದಯವಾಣಿ ಸಮಾಚಾರ: [10, 859, 42, 863]
bhoomi-photo: [204, 562, 314, 650]
left-story2-title-line1: ಮಾದಿಗ ಸಮುದಾಯ: [18, 263, 65, 271]
left-divider-1: [10, 258, 113, 259]
left-divider-2: [10, 470, 113, 471]
debt-body-col3: ಮುಂಬರುವ ಚುನಾವಣೆಯಲ್ಲಿ ಕಾಂಗ್ರೆಸ್ ಅಭ್ಯರ್ಥಿಗಳನ್ನು ಗೆಲ್ಲಿಸಲು ಕಾರ್ಯಕರ್ತರು ಮನೆ ಮನೆಗೆ ತೆರಳಿ ಪ್ರಚಾರ ನಡೆಸಬೇಕು ಎಂದು ಕರೆ ನೀಡಿದರು.: [412, 871, 489, 880]
bhoomi-body-col2: ಕಾಮಗಾರಿಗಳಿಗೆ ಒಟ್ಟು ಲಕ್ಷಾಂತರ ರೂ. ಅನುದಾನ ಮಂಜೂರಾಗಿದೆ. ಶಿಥಿಲಗೊಂಡಿರುವ ಶಾಲಾ ಕಟ್ಟಡಗಳ ದುರಸ್ತಿಗೂ ಅನುದಾನ ಬಿಡುಗಡೆ ಮಾಡಲಾಗುವುದು. ಗ್ರಾಮೀಣ ಪ್ರದೇಶದ ಜನರಿಗೆ ಮೂಲ ಸೌಕರ್ಯ ಒದಗಿಸುವುದು ನಮ್ಮ ಆದ್ಯತೆ. ರೈತರ ಸಮಸ್ಯೆಗಳಿಗೆ ಸ್ಪಂದಿಸಲಾಗುವುದು ಎಂದು ತಿಳಿಸಿದರು. ಕಾರ್ಯಕ್ರಮದಲ್ಲಿ ಮುಖಂಡರು ಹಾಗೂ ಕಾರ್ಯಕರ್ತರು ಪಾಲ್ಗೊಂಡಿದ್ದರು.: [318, 562, 421, 580]
debt-kicker-right: ಜನರ ನೆಮ್ಮದಿ ಕೆಡಿಸಿದ ಬಿಜೆಪಿ, ಜೆಡಿಎಸ್ ಪ್ರಯತ್ನ: ಆರೋಪ: [396, 756, 493, 762]
debt-body-col2: ಕೇಂದ್ರ ಸರ್ಕಾರ ಬೆಲೆ ಏರಿಕೆ ಮೂಲಕ ಜನಸಾಮಾನ್ಯರ ಬದುಕು ದುಸ್ತರಗೊಳಿಸಿದೆ. ರೈತರ ಸಾಲ ಮನ್ನಾ ಮಾಡಲು ಮುಂದಾಗಿಲ್ಲ. ಯುವಕರಿಗೆ ಉದ್ಯೋಗ ಸೃಷ್ಟಿಸಿಲ್ಲ.: [332, 871, 407, 880]
heart-headline-line2: ದಿನ ಪ್ರಜ್ಞಾ ಕ್ಯಾಂಪ್: [360, 548, 399, 556]
debt-caption: ಹಾನಗಲ್ಲ: ತಾಲೂಕಿನಲ್ಲಿ ನಡೆದ ಕಾಂಗ್ರೆಸ್ ಕಾರ್ಯಕರ್ತರ ಸಭೆಯಲ್ಲಿ ಶ್ರೀನಿವಾಸ ಮಾನೆ ಮಾತನಾಡಿದರು.: [332, 860, 442, 864]
barrage-caption: ಹಾವೇರಿ: ಗೇಟ್ ಇಲ್ಲದೆ ಖಾಲಿಯಾಗಿರುವ ಬ್ಯಾರೇಜ್‌ನಲ್ಲಿ ನೀರು ಸಂಗ್ರಹವಾಗುತ್ತಿಲ್ಲ.: [206, 360, 295, 364]
skill-body-col1: ಹಾವೇರಿ: ವಿಶೇಷ ಚೇತನರು ಕೌಶಲ್ಯ ಅಭಿವೃದ್ಧಿ ತರಬೇತಿ ಪಡೆದು ಸ್ವಾವಲಂಬಿ ಜೀವನ ನಡೆಸಬೇಕು ಎಂದು ಜಿಲ್ಲಾ ಪಂಚಾಯತ್ ಮುಖ್ಯ ಕಾರ್ಯನಿರ್ವಾಹಕ ಅಧಿಕಾರಿ ಹೇಳಿದರು. ನಗರದಲ್ಲಿ ಆಯೋಜಿಸಿದ್ದ ಕಾರ್ಯಾಗಾರ ಉದ್ಘಾಟಿಸಿ ಮಾತನಾಡಿ, ಸರ್ಕಾರ ವಿಶೇಷ ಚೇತನರಿಗಾಗಿ ಹಲವು ಯೋಜನೆಗಳನ್ನು ಜಾರಿಗೊಳಿಸಿದೆ. ಅವುಗಳ ಸದುಪಯೋಗ ಪಡೆದುಕೊಳ್ಳಬೇಕು.: [426, 369, 506, 391]
barrage-photo: [206, 290, 356, 358]
lead-body-col1: ಹಾವೇರಿ: ಜಿಲ್ಲೆಯಲ್ಲಿ ಅಕ್ರಮ ಮದ್ಯ ಮಾರಾಟ, ಮಟ್ಕಾ, ಇಸ್ಪೀಟ್, ಕ್ರಿಕೆಟ್ ಬೆಟ್ಟಿಂಗ್ ದಂಧೆಗಳು ಎಗ್ಗಿಲ್ಲದೆ ನಡೆಯುತ್ತಿದ್ದು, ಇವುಗಳಿಗೆ ಕಡಿವಾಣ ಹಾಕಬೇಕು ಎಂದು ಒತ್ತಾಯಿಸಿ ಸಂಘಟನೆಯ ಕಾರ್ಯಕರ್ತರು ಜಿಲ್ಲಾ ಪೊಲೀಸ್ ವರಿಷ್ಠಾಧಿಕಾರಿಗೆ ಮನವಿ ಸಲ್ಲಿಸಿದರು. ಗ್ರಾಮೀಣ ಭಾಗದಲ್ಲಿ ಮನೆ ಮನೆಗಳಲ್ಲಿ, ಕಿರಾಣಿ ಅಂಗಡಿಗಳಲ್ಲಿ ಮದ್ಯ ಮಾರಾಟ ನಡೆಯುತ್ತಿದೆ. ಇದರಿಂದ ಯುವಕರು ದುಶ್ಚಟಗಳಿಗೆ ಬಲಿಯಾಗುತ್ತಿದ್ದಾರೆ. ಕುಟುಂಬಗಳು ಬೀದಿಗೆ ಬೀಳುತ್ತಿವೆ. ಪೊಲೀಸ್ ಇಲಾಖೆ ಕೂಡಲೇ ಕ್ರಮ ಕೈಗೊಳ್ಳಬೇಕು. ಅಕ್ರಮ ದಂಧೆಕೋರರ ವಿರುದ್ಧ ಪ್ರಕರಣ ದಾಖಲಿಸಬೇಕು ಎಂದು ಆಗ್ರಹಿಸಿದರು. ಇಲ್ಲದಿದ್ದರೆ ಹೋರಾಟ ನಡೆಸಲಾಗುವುದು ಎಂದು ಎಚ್ಚರಿಸಿದರು.: [124, 124, 212, 155]
ganesha-top-rule: [120, 398, 422, 399]
sowkarya-photo: [10, 778, 182, 856]
